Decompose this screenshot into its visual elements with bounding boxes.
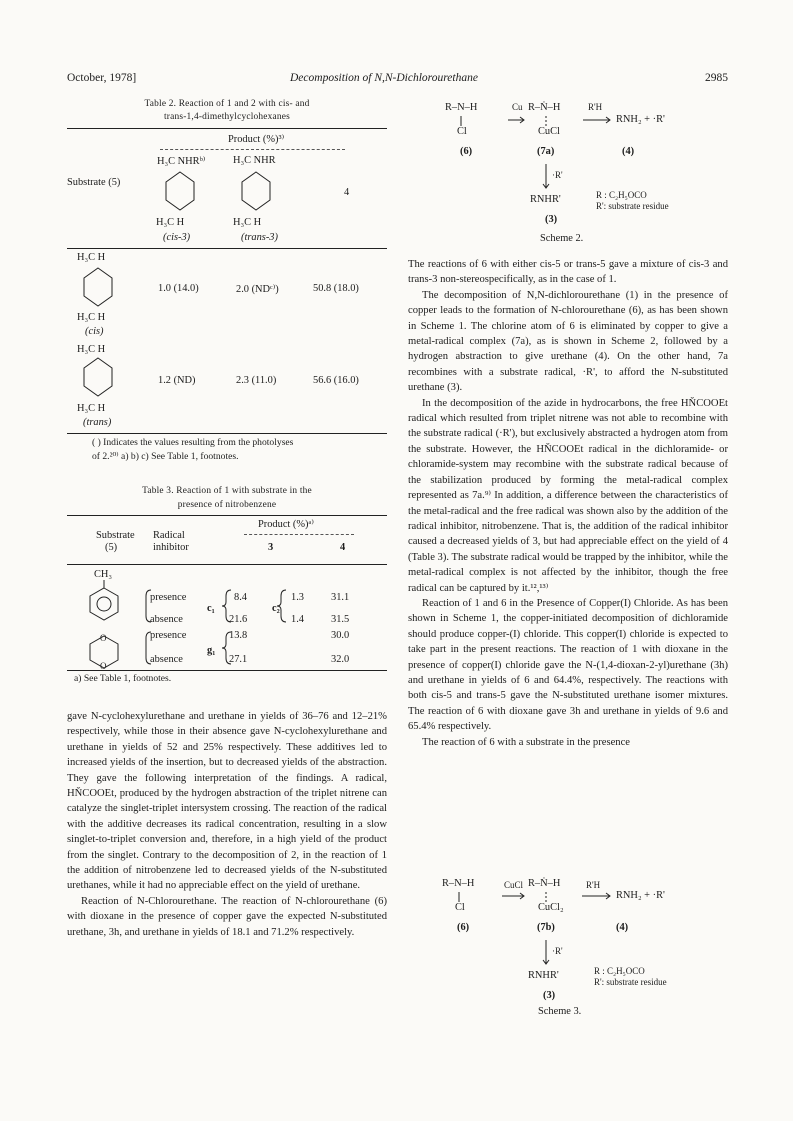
table2-col2-top: H₃C NHR: [233, 155, 276, 166]
table2-bottom-rule: [67, 433, 387, 434]
scheme2-intermediate: R–Ṅ–H: [528, 102, 561, 113]
table3-substrate-header-1: Substrate: [96, 530, 135, 541]
right-paragraph-3: In the decomposition of the azide in hydrocarbons, the free HŇCOOEt radical which resulted from triplet nitrene was not able to recombine with the substrate radical (·R'), but exclusively abstracted a hydrogen atom from the substrate. However, the HŇCOOEt radical in the dichloramide- or chloramide-system may recombine with the substrate radical because of the stabilization produced by forming the metal-radical complex represented as 7a.⁹⁾ In addition, a difference between the characteristics of the metal-radical and the free radical was shown also by the addition of the radical inhibitor, nitrobenzene. That is, the addition of the radical inhibitor caused a decreased yields of 3, but had appreciable effect on the yield of 4 (Table 3). The substrate radical would be trapped by the inhibitor, while the metal-radical complex is not affected by the inhibitor, though the free radical can be captured by it.¹²,¹³⁾: [408, 397, 728, 594]
table2-row1-bottom: H₃C H: [77, 312, 106, 323]
table3-substrate-header-2: (5): [105, 542, 118, 553]
running-header-date: October, 1978]: [67, 72, 137, 84]
table2-footnote-line2: of 2.²⁰⁾ a) b) c) See Table 1, footnotes.: [92, 451, 239, 462]
table3-top-rule: [67, 515, 387, 516]
scheme3-reagent-rh: R'H: [586, 880, 601, 890]
scheme3-legend-rprime: R': substrate residue: [594, 977, 667, 987]
table2-row1-top: H₃C H: [77, 252, 106, 263]
table3-row4-urethane: 32.0: [331, 654, 350, 665]
right-paragraph-5: The reaction of 6 with a substrate in the presence: [422, 736, 630, 748]
table3-product-brace: [244, 534, 354, 535]
right-paragraph-1: The reactions of 6 with either cis-5 or trans-5 gave a mixture of cis-3 and trans-3 non-stereospecifically, as in the case of 1.: [408, 259, 728, 286]
scheme-2: [420, 96, 730, 251]
scheme3-reactant: R–N–H: [442, 878, 475, 889]
table3-c2-label: c₂: [272, 603, 280, 614]
scheme2-label-3: (3): [545, 214, 558, 225]
table2-col3-header: 4: [344, 187, 350, 198]
scheme3-label-7b: (7b): [537, 922, 555, 933]
scheme2-legend-r: R : C₂H₅OCO: [596, 190, 647, 200]
scheme3-intermediate: R–Ṅ–H: [528, 878, 561, 889]
scheme2-label-7a: (7a): [537, 146, 555, 157]
table2-row2-top: H₃C H: [77, 344, 106, 355]
table3-methyl-label: CH₃: [94, 569, 113, 580]
table3-g1-label: g₁: [207, 645, 216, 656]
scheme3-reactant-cl: Cl: [455, 902, 465, 913]
table2-footnote-line1: ( ) Indicates the values resulting from the photolyses: [92, 437, 294, 448]
cyclohexane-ring-cis-3: [166, 172, 194, 210]
scheme2-intermediate-cucl: CuCl: [538, 126, 560, 137]
scheme2-title: Scheme 2.: [540, 233, 584, 244]
toluene-ring: [90, 588, 118, 620]
table2-substrate-header: Substrate (5): [67, 177, 121, 188]
table3-row4-inhibitor: absence: [150, 654, 183, 665]
table2-product-brace: [160, 149, 345, 150]
table3-row2-inhibitor: absence: [150, 614, 183, 625]
scheme3-label-4: (4): [616, 922, 629, 933]
trans-dimethylcyclohexane-ring: [84, 358, 112, 396]
table2-row2-trans3: 2.3 (11.0): [236, 375, 277, 386]
scheme2-label-6: (6): [460, 146, 473, 157]
table3-col3-header: 3: [268, 542, 274, 553]
scheme2-coupled-product: RNHR': [530, 194, 561, 205]
svg-text:O: O: [100, 661, 107, 671]
table3-inhibitor-header-1: Radical: [153, 530, 185, 541]
table2-product-header: Product (%)³⁾: [228, 134, 285, 145]
table2-header-rings: [150, 166, 300, 220]
table2-row2-cis3: 1.2 (ND): [158, 375, 196, 386]
table3-row1-c2: 1.3: [291, 592, 304, 603]
table3-product-header: Product (%)ᵃ⁾: [258, 519, 314, 530]
table3-bottom-rule: [67, 670, 387, 671]
table2-col1-top: H₃C NHRᵇ⁾: [157, 156, 206, 167]
table2-col2-label: (trans-3): [241, 232, 278, 243]
scheme-3: [420, 872, 730, 1022]
table2-caption-line1: Table 2. Reaction of 1 and 2 with cis- and: [144, 99, 310, 109]
table2-substrate-rings: [70, 262, 140, 412]
scheme2-arrows: [420, 96, 730, 251]
table2-row1-cis3: 1.0 (14.0): [158, 283, 199, 294]
right-column-text: [408, 257, 728, 750]
scheme2-legend-rprime: R': substrate residue: [596, 201, 669, 211]
table3-inhibitor-header-2: inhibitor: [153, 542, 189, 553]
right-paragraph-2: The decomposition of N,N-dichlorourethane (1) in the presence of copper leads to the formation of N-chlorourethane (6), as has been shown in Scheme 1. The chlorine atom of 6 is eliminated by copper to give a metal-radical complex (7a), as is shown in Scheme 2, followed by a hydrogen abstraction to give urethane (4). On the other hand, 7a recombines with a substrate radical, ·R', to afford the N-substituted urethane (3).: [408, 289, 728, 394]
table2-top-rule: [67, 128, 387, 129]
scheme2-products: RNH₂ + ·R': [616, 114, 665, 125]
cyclohexane-ring-trans-3: [242, 172, 270, 210]
scheme3-arrows: [420, 872, 730, 1022]
scheme2-reagent-cu: Cu: [512, 102, 523, 112]
scheme3-products: RNH₂ + ·R': [616, 890, 665, 901]
table2-caption-line2: trans-1,4-dimethylcyclohexanes: [163, 112, 290, 122]
scheme2-reagent-rh: R'H: [588, 102, 603, 112]
scheme2-label-4: (4): [622, 146, 635, 157]
aromatic-circle: [97, 597, 111, 611]
table3-row3-urethane: 30.0: [331, 630, 350, 641]
table2-col2-bottom: H₃C H: [233, 217, 262, 228]
right-paragraph-4: Reaction of 1 and 6 in the Presence of Copper(I) Chloride. As has been shown in Scheme 1, the copper-initiated decomposition of dichloramide should produce copper-(I) chloride. This copper(I) chloride is expected to take part in the present reactions. The reaction of 1 with dioxane in the presence of copper(I) chloride gave the N-(1,4-dioxan-2-yl)urethane (3h) and urethane in yields of 6 and 64.4%, respectively. The reactions with both cis-5 and trans-5 gave the N-substituted urethane isomer mixtures. The reaction of 6 with dioxane gave 3h and urethane in yields of 9.6 and 65.4% respectively.: [408, 597, 728, 733]
left-paragraph-1: gave N-cyclohexylurethane and urethane in yields of 36–76 and 12–21% respectively, while those in their absence gave N-cyclohexylurethane and urethane in yields of 52 and 25% respectively. These additives led to increased yields of the insertion, but to decreased yields of the abstraction. They gave the following interpretation of the findings. A radical, HŇCOOEt, produced by the hydrogen abstraction of the triplet nitrene can catalyze the singlet-triplet intersystem crossing. The reaction of the radical with the additive decreases its radical concentration, resulting in a slow singlet-to-triplet conversion and, therefore, in a high yield of the product from the singlet. Contrary to the decomposition of 2, in the reaction of 1 the addition of nitrobenzene led to decreased yields of the N-substituted urethanes, while it had no appreciable effect on the yield of urethane.: [67, 711, 387, 892]
scheme3-coupled-product: RNHR': [528, 970, 559, 981]
table3-footnote: a) See Table 1, footnotes.: [74, 673, 172, 684]
table2-row1-trans3: 2.0 (NDᶜ⁾): [236, 284, 279, 295]
cis-dimethylcyclohexane-ring: [84, 268, 112, 306]
table3-row3-g1: 13.8: [229, 630, 248, 641]
table3-row2-c1: 21.6: [229, 614, 248, 625]
scheme3-intermediate-cucl2: CuCl₂: [538, 902, 564, 913]
svg-text:O: O: [100, 633, 107, 643]
scheme3-reagent-cucl: CuCl: [504, 880, 524, 890]
table3-row1-urethane: 31.1: [331, 592, 350, 603]
table3-row2-c2: 1.4: [291, 614, 304, 625]
left-paragraph-2: Reaction of N-Chlorourethane. The reaction of N-chlorourethane (6) with dioxane in the presence of copper gave the expected N-substituted urethane, 3h, and urethane in yields of 18.1 and 71.2% respectively.: [67, 895, 387, 938]
table2-col1-bottom: H₃C H: [156, 217, 185, 228]
table2-row2-label: (trans): [83, 417, 112, 428]
table3-caption-line2: presence of nitrobenzene: [177, 500, 277, 510]
table3-substrate-rings: [88, 580, 136, 680]
scheme3-down-reagent: ·R': [552, 946, 563, 956]
table3-caption-line1: Table 3. Reaction of 1 with substrate in the: [142, 486, 312, 496]
table2-row2-urethane: 56.6 (16.0): [313, 375, 359, 386]
table2-row1-label: (cis): [85, 326, 104, 337]
scheme2-down-reagent: ·R': [552, 170, 563, 180]
scheme3-legend-r: R : C₂H₅OCO: [594, 966, 645, 976]
scheme3-title: Scheme 3.: [538, 1006, 582, 1017]
table2-col1-label: (cis-3): [163, 232, 191, 243]
table3-header-rule: [67, 564, 387, 565]
table3-row4-g1: 27.1: [229, 654, 248, 665]
table3-c1-label: c₁: [207, 603, 215, 614]
table2-row2-bottom: H₃C H: [77, 403, 106, 414]
table3-row1-c1: 8.4: [234, 592, 247, 603]
table2-header-rule: [67, 248, 387, 249]
scheme2-reactant: R–N–H: [445, 102, 478, 113]
table3-row3-inhibitor: presence: [150, 630, 187, 641]
left-column-text: [67, 709, 387, 940]
scheme2-reactant-cl: Cl: [457, 126, 467, 137]
table3-row1-inhibitor: presence: [150, 592, 187, 603]
scheme3-label-3: (3): [543, 990, 556, 1001]
scheme3-label-6: (6): [457, 922, 470, 933]
table3-col4-header: 4: [340, 542, 346, 553]
table2-row1-urethane: 50.8 (18.0): [313, 283, 359, 294]
table3-row2-urethane: 31.5: [331, 614, 350, 625]
running-header-title: Decomposition of N,N-Dichlorourethane: [290, 72, 478, 84]
page-number: 2985: [705, 72, 728, 84]
